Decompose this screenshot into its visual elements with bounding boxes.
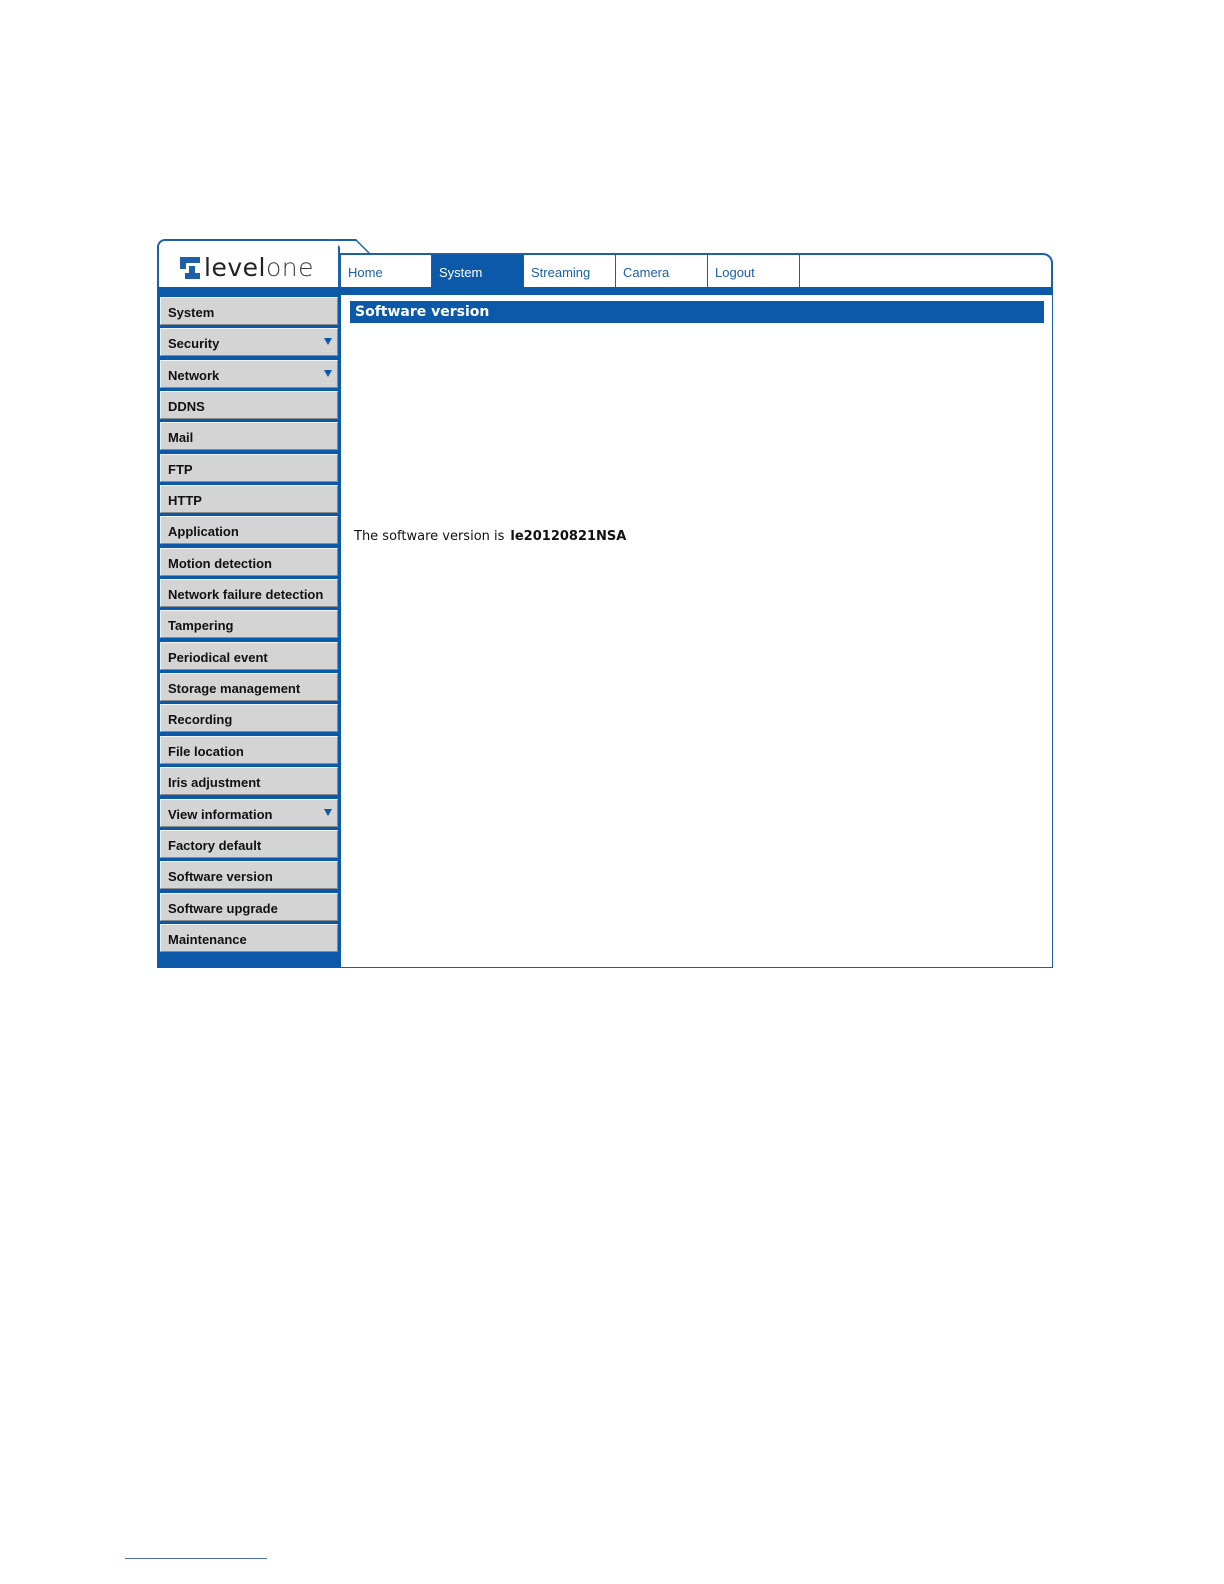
- sidebar-item-view-information[interactable]: [160, 799, 338, 827]
- triangle-down-icon[interactable]: [324, 370, 332, 377]
- sidebar-item-label: System: [168, 305, 215, 320]
- software-version-value: le20120821NSA: [510, 529, 627, 544]
- tab-logout[interactable]: Logout: [708, 255, 800, 289]
- sidebar-item-software-upgrade[interactable]: [160, 893, 338, 921]
- sidebar-item-factory-default[interactable]: [160, 830, 338, 858]
- header-divider-bar: [157, 287, 1053, 295]
- logo-tab: [157, 239, 340, 289]
- sidebar-item-recording[interactable]: [160, 704, 338, 732]
- main-content: [341, 295, 1053, 968]
- sidebar-item-label: Iris adjustment: [168, 775, 261, 791]
- sidebar-menu: [157, 295, 341, 968]
- top-navigation: [340, 253, 1053, 289]
- sidebar-item-network[interactable]: [160, 360, 338, 388]
- tab-streaming[interactable]: Streaming: [524, 255, 616, 289]
- sidebar-item-label: Storage management: [168, 681, 301, 697]
- sidebar-item-label: View information: [168, 806, 273, 822]
- triangle-down-icon[interactable]: [324, 338, 332, 345]
- sidebar-item-ftp[interactable]: [160, 454, 338, 482]
- sidebar-item-software-version[interactable]: [160, 861, 338, 889]
- camera-admin-window: [157, 239, 1053, 968]
- triangle-down-icon[interactable]: [324, 809, 332, 816]
- software-version-line: [354, 529, 626, 544]
- sidebar-item-label: Recording: [168, 712, 233, 728]
- sidebar-item-label: Application: [168, 524, 239, 540]
- sidebar-item-label: Motion detection: [168, 555, 272, 571]
- sidebar-item-label: DDNS: [168, 399, 205, 415]
- levelone-logo-icon: [180, 257, 200, 279]
- sidebar-item-storage-management[interactable]: [160, 673, 338, 701]
- tab-home[interactable]: Home: [340, 255, 432, 289]
- footnote-separator: [125, 1558, 267, 1559]
- page-title: Software version: [350, 301, 1044, 323]
- levelone-logo: [180, 253, 314, 282]
- sidebar-item-http[interactable]: [160, 485, 338, 513]
- sidebar-item-label: Factory default: [168, 837, 262, 853]
- software-version-label: The software version is: [354, 529, 505, 544]
- sidebar-item-motion-detection[interactable]: [160, 548, 338, 576]
- sidebar-item-label: Software version: [168, 869, 273, 885]
- sidebar-item-tampering[interactable]: [160, 610, 338, 638]
- sidebar-item-label: Maintenance: [168, 931, 247, 947]
- sidebar-item-maintenance[interactable]: [160, 924, 338, 952]
- sidebar-item-system[interactable]: [160, 297, 338, 325]
- sidebar-item-label: Tampering: [168, 618, 234, 634]
- sidebar-item-ddns[interactable]: [160, 391, 338, 419]
- sidebar-item-security[interactable]: [160, 328, 338, 356]
- sidebar-item-label: Periodical event: [168, 649, 268, 665]
- sidebar-item-application[interactable]: [160, 516, 338, 544]
- logo-wordmark: levelone: [204, 253, 314, 282]
- sidebar-item-label: File location: [168, 743, 244, 759]
- sidebar-item-periodical-event[interactable]: [160, 642, 338, 670]
- sidebar-item-label: Network: [168, 367, 220, 383]
- sidebar-item-label: FTP: [168, 461, 193, 477]
- sidebar-item-network-failure-detection[interactable]: [160, 579, 338, 607]
- sidebar-item-label: Security: [168, 336, 220, 352]
- sidebar-item-label: Software upgrade: [168, 900, 278, 916]
- sidebar-item-label: Network failure detection: [168, 587, 324, 603]
- tab-camera[interactable]: Camera: [616, 255, 708, 289]
- sidebar-item-iris-adjustment[interactable]: [160, 767, 338, 795]
- sidebar-item-file-location[interactable]: [160, 736, 338, 764]
- sidebar-item-label: Mail: [168, 430, 194, 446]
- sidebar-item-label: HTTP: [168, 493, 202, 509]
- sidebar-item-mail[interactable]: [160, 422, 338, 450]
- tab-system[interactable]: System: [432, 255, 524, 289]
